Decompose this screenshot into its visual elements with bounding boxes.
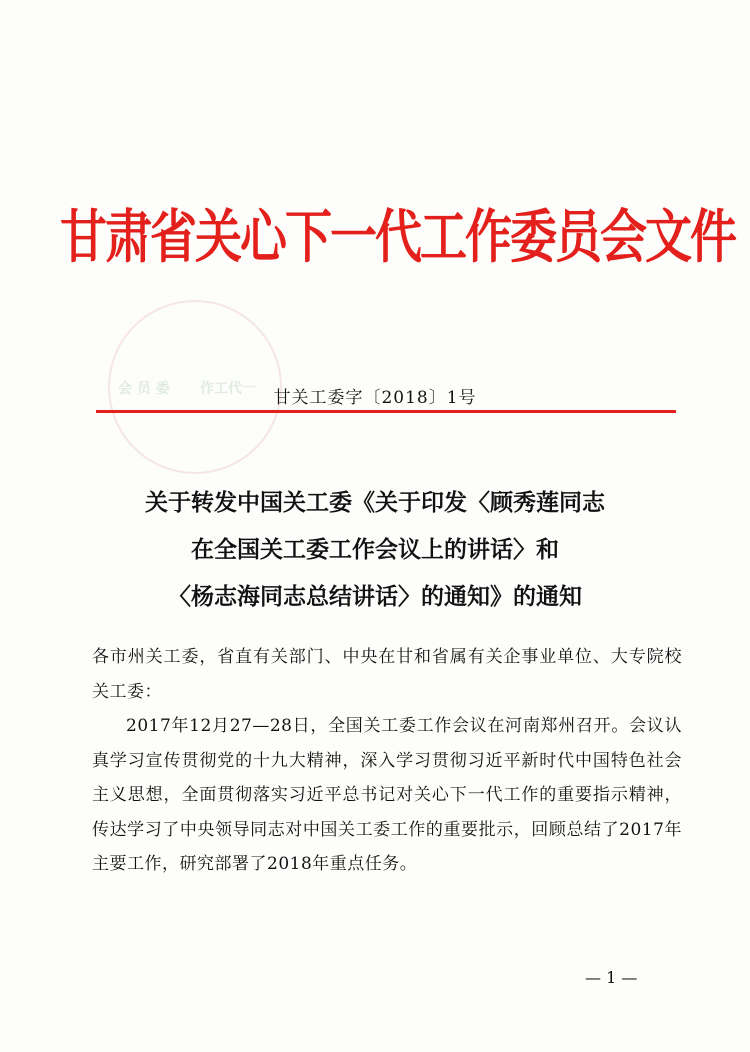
page-number: — 1 — — [585, 968, 638, 987]
notice-title-line: 在全国关工委工作会议上的讲话〉和 — [191, 537, 559, 563]
issuer-title: 甘肃省关心下一代工作委员会文件 — [60, 204, 735, 272]
notice-title-line: 〈杨志海同志总结讲话〉的通知》的通知 — [168, 584, 582, 610]
addressee: 各市州关工委，省直有关部门、中央在甘和省属有关企事业单位、大专院校关工委： — [92, 647, 682, 702]
document-number: 甘关工委字〔2018〕1号 — [273, 388, 477, 408]
seal-watermark-text-right: 作工代一 — [200, 381, 256, 397]
notice-title — [0, 480, 750, 621]
seal-watermark-text-left: 会 员 委 — [118, 381, 170, 397]
body-paragraph: 2017年12月27—28日，全国关工委工作会议在河南郑州召开。会议认真学习宣传贯彻党的十九大精神，深入学习贯彻习近平新时代中国特色社会主义思想，全面贯彻落实习近平总书记对关心下一代工作的重要指示精神，传达学习了中央领导同志对中国关工委工作的重要批示，回顾总结了2017年主要工作，研究部署了2018年重点任务。 — [92, 716, 682, 874]
red-separator-line — [96, 410, 676, 413]
document-body — [92, 640, 682, 882]
notice-title-line: 关于转发中国关工委《关于印发〈顾秀莲同志 — [145, 490, 605, 516]
